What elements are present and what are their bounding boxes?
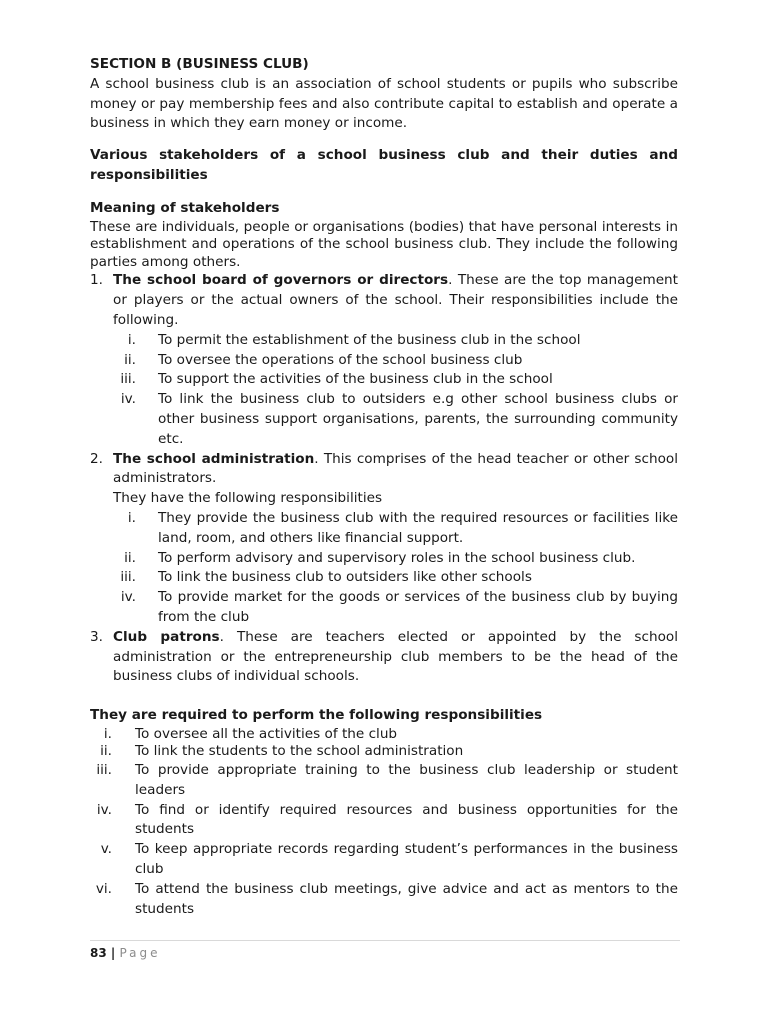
item-number: 3.	[90, 628, 103, 645]
responsibility-item	[90, 568, 678, 588]
stakeholder-item	[90, 628, 678, 687]
page-number: 83	[90, 946, 107, 960]
roman-numeral: iii.	[120, 569, 136, 586]
item-title: Club patrons	[113, 628, 220, 645]
item-title: The school administration	[113, 450, 315, 467]
roman-numeral: ii.	[124, 549, 136, 566]
responsibility-text: To oversee the operations of the school business club	[158, 351, 523, 368]
duty-text: To keep appropriate records regarding student’s performances in the business club	[135, 841, 678, 878]
roman-numeral: iii.	[120, 371, 136, 388]
duty-text: To attend the business club meetings, give advice and act as mentors to the students	[135, 880, 678, 917]
page-footer	[90, 940, 680, 964]
footer-separator: |	[106, 946, 120, 960]
roman-numeral: i.	[103, 725, 112, 742]
patron-duty	[90, 743, 678, 761]
stakeholder-item	[90, 450, 678, 490]
responsibility-item	[90, 351, 678, 371]
intro-paragraph: A school business club is an association of school students or pupils who subscribe money or pay membership fees and also contribute capital to establish and operate a business in which they earn money or income.	[90, 75, 678, 132]
patron-heading: They are required to perform the following responsibilities	[90, 707, 543, 724]
meaning-text: These are individuals, people or organisations (bodies) that have personal interests in establishment and operations of the school business club. They include the following parties among others.	[90, 218, 678, 270]
responsibility-text: To provide market for the goods or services of the business club by buying from the club	[158, 589, 678, 625]
patron-duty	[90, 726, 678, 744]
roman-numeral: iv.	[120, 391, 136, 408]
duty-text: To find or identify required resources and business opportunities for the students	[135, 801, 678, 838]
item-description: . These are the top management or players or the actual owners of the school. Their responsibilities include the following.	[113, 272, 678, 328]
roman-numeral: ii.	[124, 351, 136, 368]
responsibility-text: To perform advisory and supervisory roles in the school business club.	[158, 549, 636, 566]
stakeholders-heading: Various stakeholders of a school business club and their duties and responsibilities	[90, 147, 678, 183]
patron-duty	[90, 801, 678, 841]
roman-numeral: v.	[100, 841, 112, 858]
responsibility-text: To link the business club to outsiders like other schools	[158, 569, 532, 586]
page-content	[90, 55, 678, 919]
responsibility-item	[90, 370, 678, 390]
responsibility-item	[90, 549, 678, 569]
responsibility-text: To permit the establishment of the business club in the school	[158, 331, 581, 348]
duty-text: To oversee all the activities of the club	[135, 725, 398, 742]
roman-numeral: vi.	[95, 880, 112, 897]
responsibility-item	[90, 509, 678, 549]
patron-duty	[90, 761, 678, 801]
responsibility-text: To support the activities of the business club in the school	[158, 371, 553, 388]
meaning-heading: Meaning of stakeholders	[90, 199, 280, 216]
item-number: 1.	[90, 272, 103, 289]
item-title: The school board of governors or directors	[113, 272, 449, 289]
stakeholder-item	[90, 271, 678, 330]
duty-text: To provide appropriate training to the business club leadership or student leaders	[135, 762, 678, 798]
item-note	[90, 489, 678, 509]
item-description: . These are teachers elected or appointed by the school administration or the entrepreneurship club members to be the head of the business clubs of individual schools.	[113, 628, 678, 685]
responsibility-text: To link the business club to outsiders e.g other school business clubs or other business support organisations, parents, the surrounding community etc.	[158, 391, 678, 447]
item-number: 2.	[90, 450, 103, 467]
roman-numeral: ii.	[100, 743, 112, 760]
patron-duty	[90, 840, 678, 880]
patron-duty	[90, 880, 678, 920]
roman-numeral: iv.	[120, 589, 136, 606]
page-label: Page	[119, 946, 161, 960]
duty-text: To link the students to the school administration	[135, 743, 464, 760]
responsibility-item	[90, 331, 678, 351]
responsibility-text: They provide the business club with the required resources or facilities like land, room, and others like financial support.	[158, 509, 678, 546]
roman-numeral: iii.	[96, 762, 112, 779]
responsibility-item	[90, 588, 678, 628]
item-note-text: They have the following responsibilities	[113, 490, 383, 507]
roman-numeral: i.	[127, 509, 136, 526]
responsibility-item	[90, 390, 678, 449]
roman-numeral: iv.	[96, 801, 112, 818]
item-description: . This comprises of the head teacher or other school administrators.	[113, 450, 678, 487]
roman-numeral: i.	[127, 331, 136, 348]
section-title: SECTION B (BUSINESS CLUB)	[90, 56, 309, 72]
